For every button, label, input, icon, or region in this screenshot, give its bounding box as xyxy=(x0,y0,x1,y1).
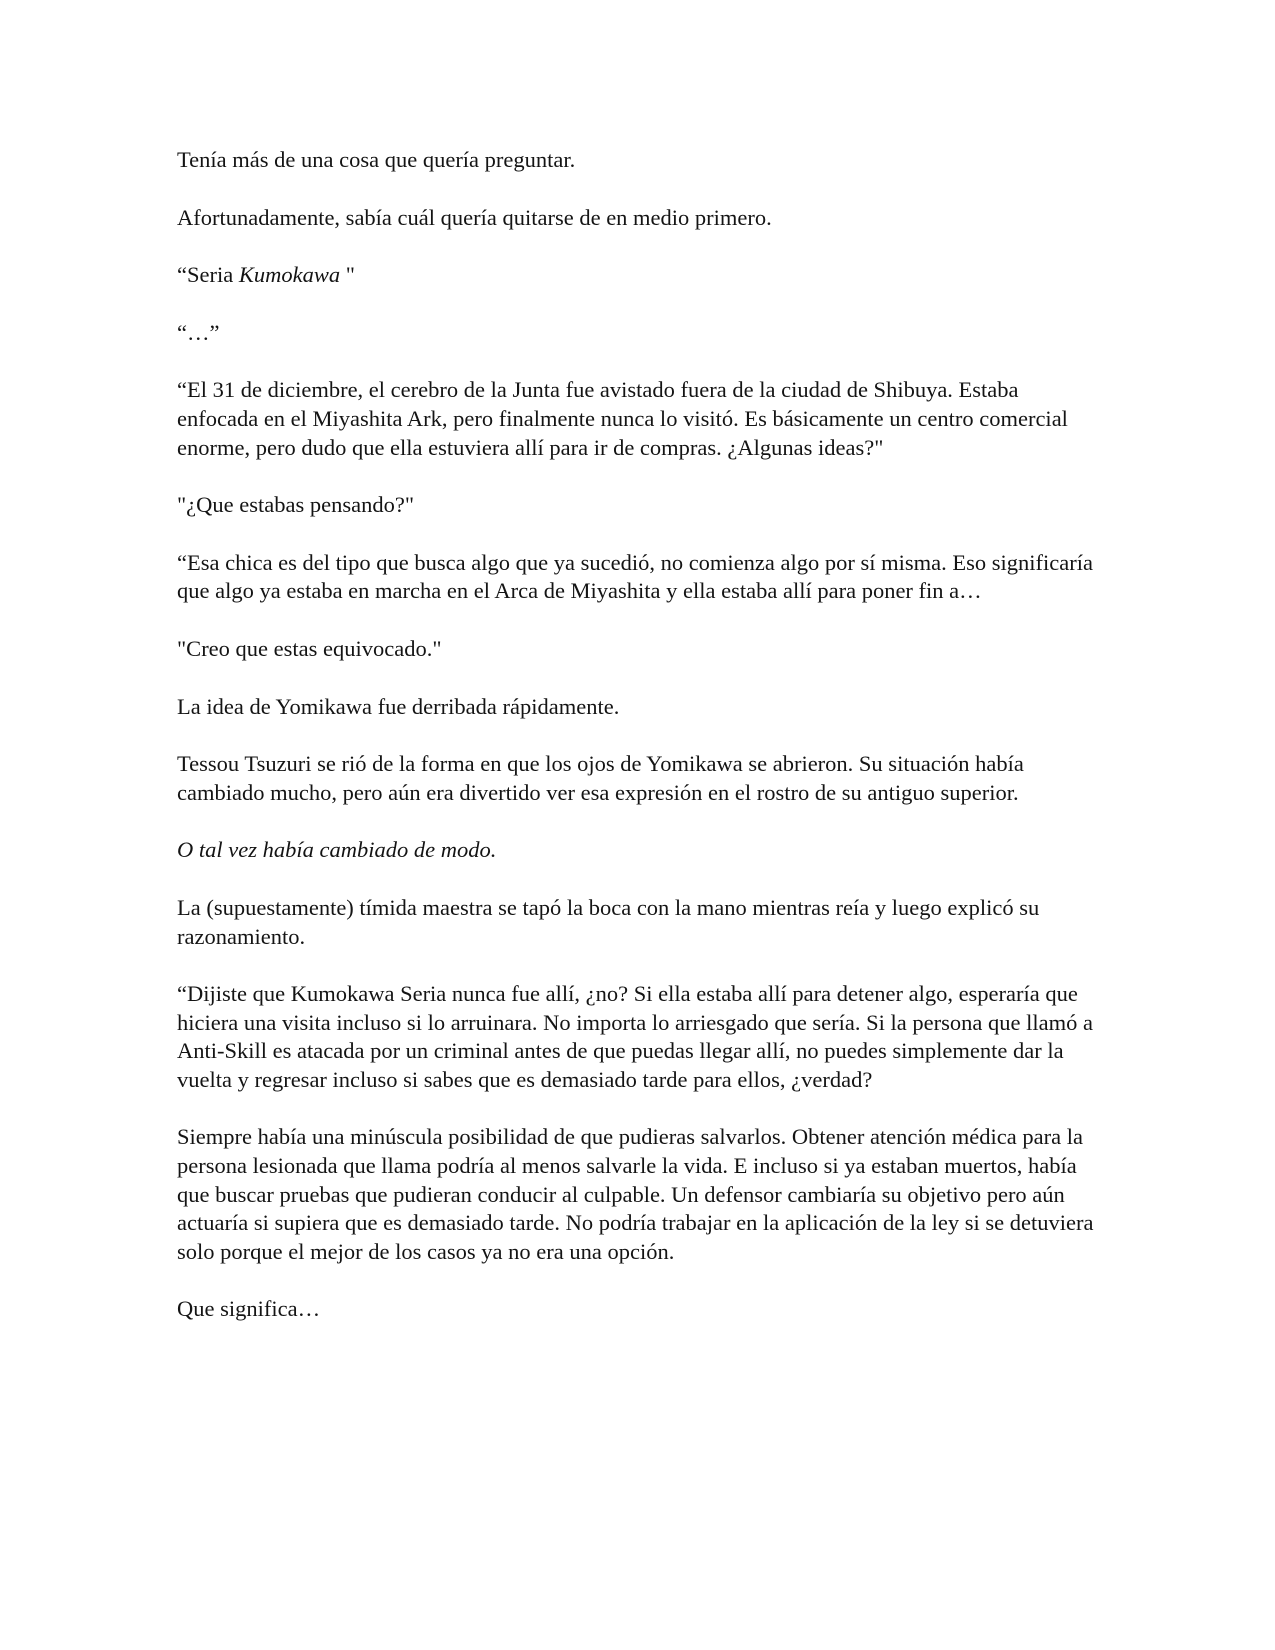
paragraph-3 xyxy=(177,261,1097,290)
paragraph-5: “El 31 de diciembre, el cerebro de la Junta fue avistado fuera de la ciudad de Shibuya. Estaba enfocada en el Miyashita Ark, pero finalmente nunca lo visitó. Es básicamente un centro comercial enorme, pero dudo que ella estuviera allí para ir de compras. ¿Algunas ideas?" xyxy=(177,377,1068,460)
paragraph-13: “Dijiste que Kumokawa Seria nunca fue allí, ¿no? Si ella estaba allí para detener algo, esperaría que hiciera una visita incluso si lo arruinara. No importa lo arriesgado que sería. Si la persona que llamó a Anti-Skill es atacada por un criminal antes de que puedas llegar allí, no puedes simplemente dar la vuelta y regresar incluso si sabes que es demasiado tarde para ellos, ¿verdad? xyxy=(177,981,1093,1092)
paragraph-7: “Esa chica es del tipo que busca algo que ya sucedió, no comienza algo por sí misma. Eso significaría que algo ya estaba en marcha en el Arca de Miyashita y ella estaba allí para poner fin a… xyxy=(177,549,1093,604)
paragraph-10: Tessou Tsuzuri se rió de la forma en que los ojos de Yomikawa se abrieron. Su situación había cambiado mucho, pero aún era divertido ver esa expresión en el rostro de su antiguo superior. xyxy=(177,751,1024,805)
paragraph-9: La idea de Yomikawa fue derribada rápidamente. xyxy=(177,693,620,719)
paragraph-12: La (supuestamente) tímida maestra se tapó la boca con la mano mientras reía y luego explicó su razonamiento. xyxy=(177,894,1040,949)
paragraph-3-italic-name: Kumokawa xyxy=(238,262,341,288)
paragraph-15: Que significa… xyxy=(177,1296,321,1322)
paragraph-11-italic: O tal vez había cambiado de modo. xyxy=(177,837,497,863)
paragraph-4: “…” xyxy=(177,319,220,345)
paragraph-14: Siempre había una minúscula posibilidad de que pudieras salvarlos. Obtener atención médica para la persona lesionada que llama podría al menos salvarle la vida. E incluso si ya estaban muertos, había que buscar pruebas que pudieran conducir al culpable. Un defensor cambiaría su objetivo pero aún actuaría si supiera que es demasiado tarde. No podría trabajar en la aplicación de la ley si se detuviera solo porque el mejor de los casos ya no era una opción. xyxy=(177,1124,1094,1264)
body-text xyxy=(177,146,1097,1353)
paragraph-3-trail: " xyxy=(340,262,355,288)
paragraph-1: Tenía más de una cosa que quería preguntar. xyxy=(177,147,576,172)
paragraph-8: "Creo que estas equivocado." xyxy=(177,635,442,661)
paragraph-6: "¿Que estabas pensando?" xyxy=(177,492,415,518)
paragraph-3-lead: “Seria xyxy=(177,262,239,288)
paragraph-2: Afortunadamente, sabía cuál quería quitarse de en medio primero. xyxy=(177,204,772,230)
